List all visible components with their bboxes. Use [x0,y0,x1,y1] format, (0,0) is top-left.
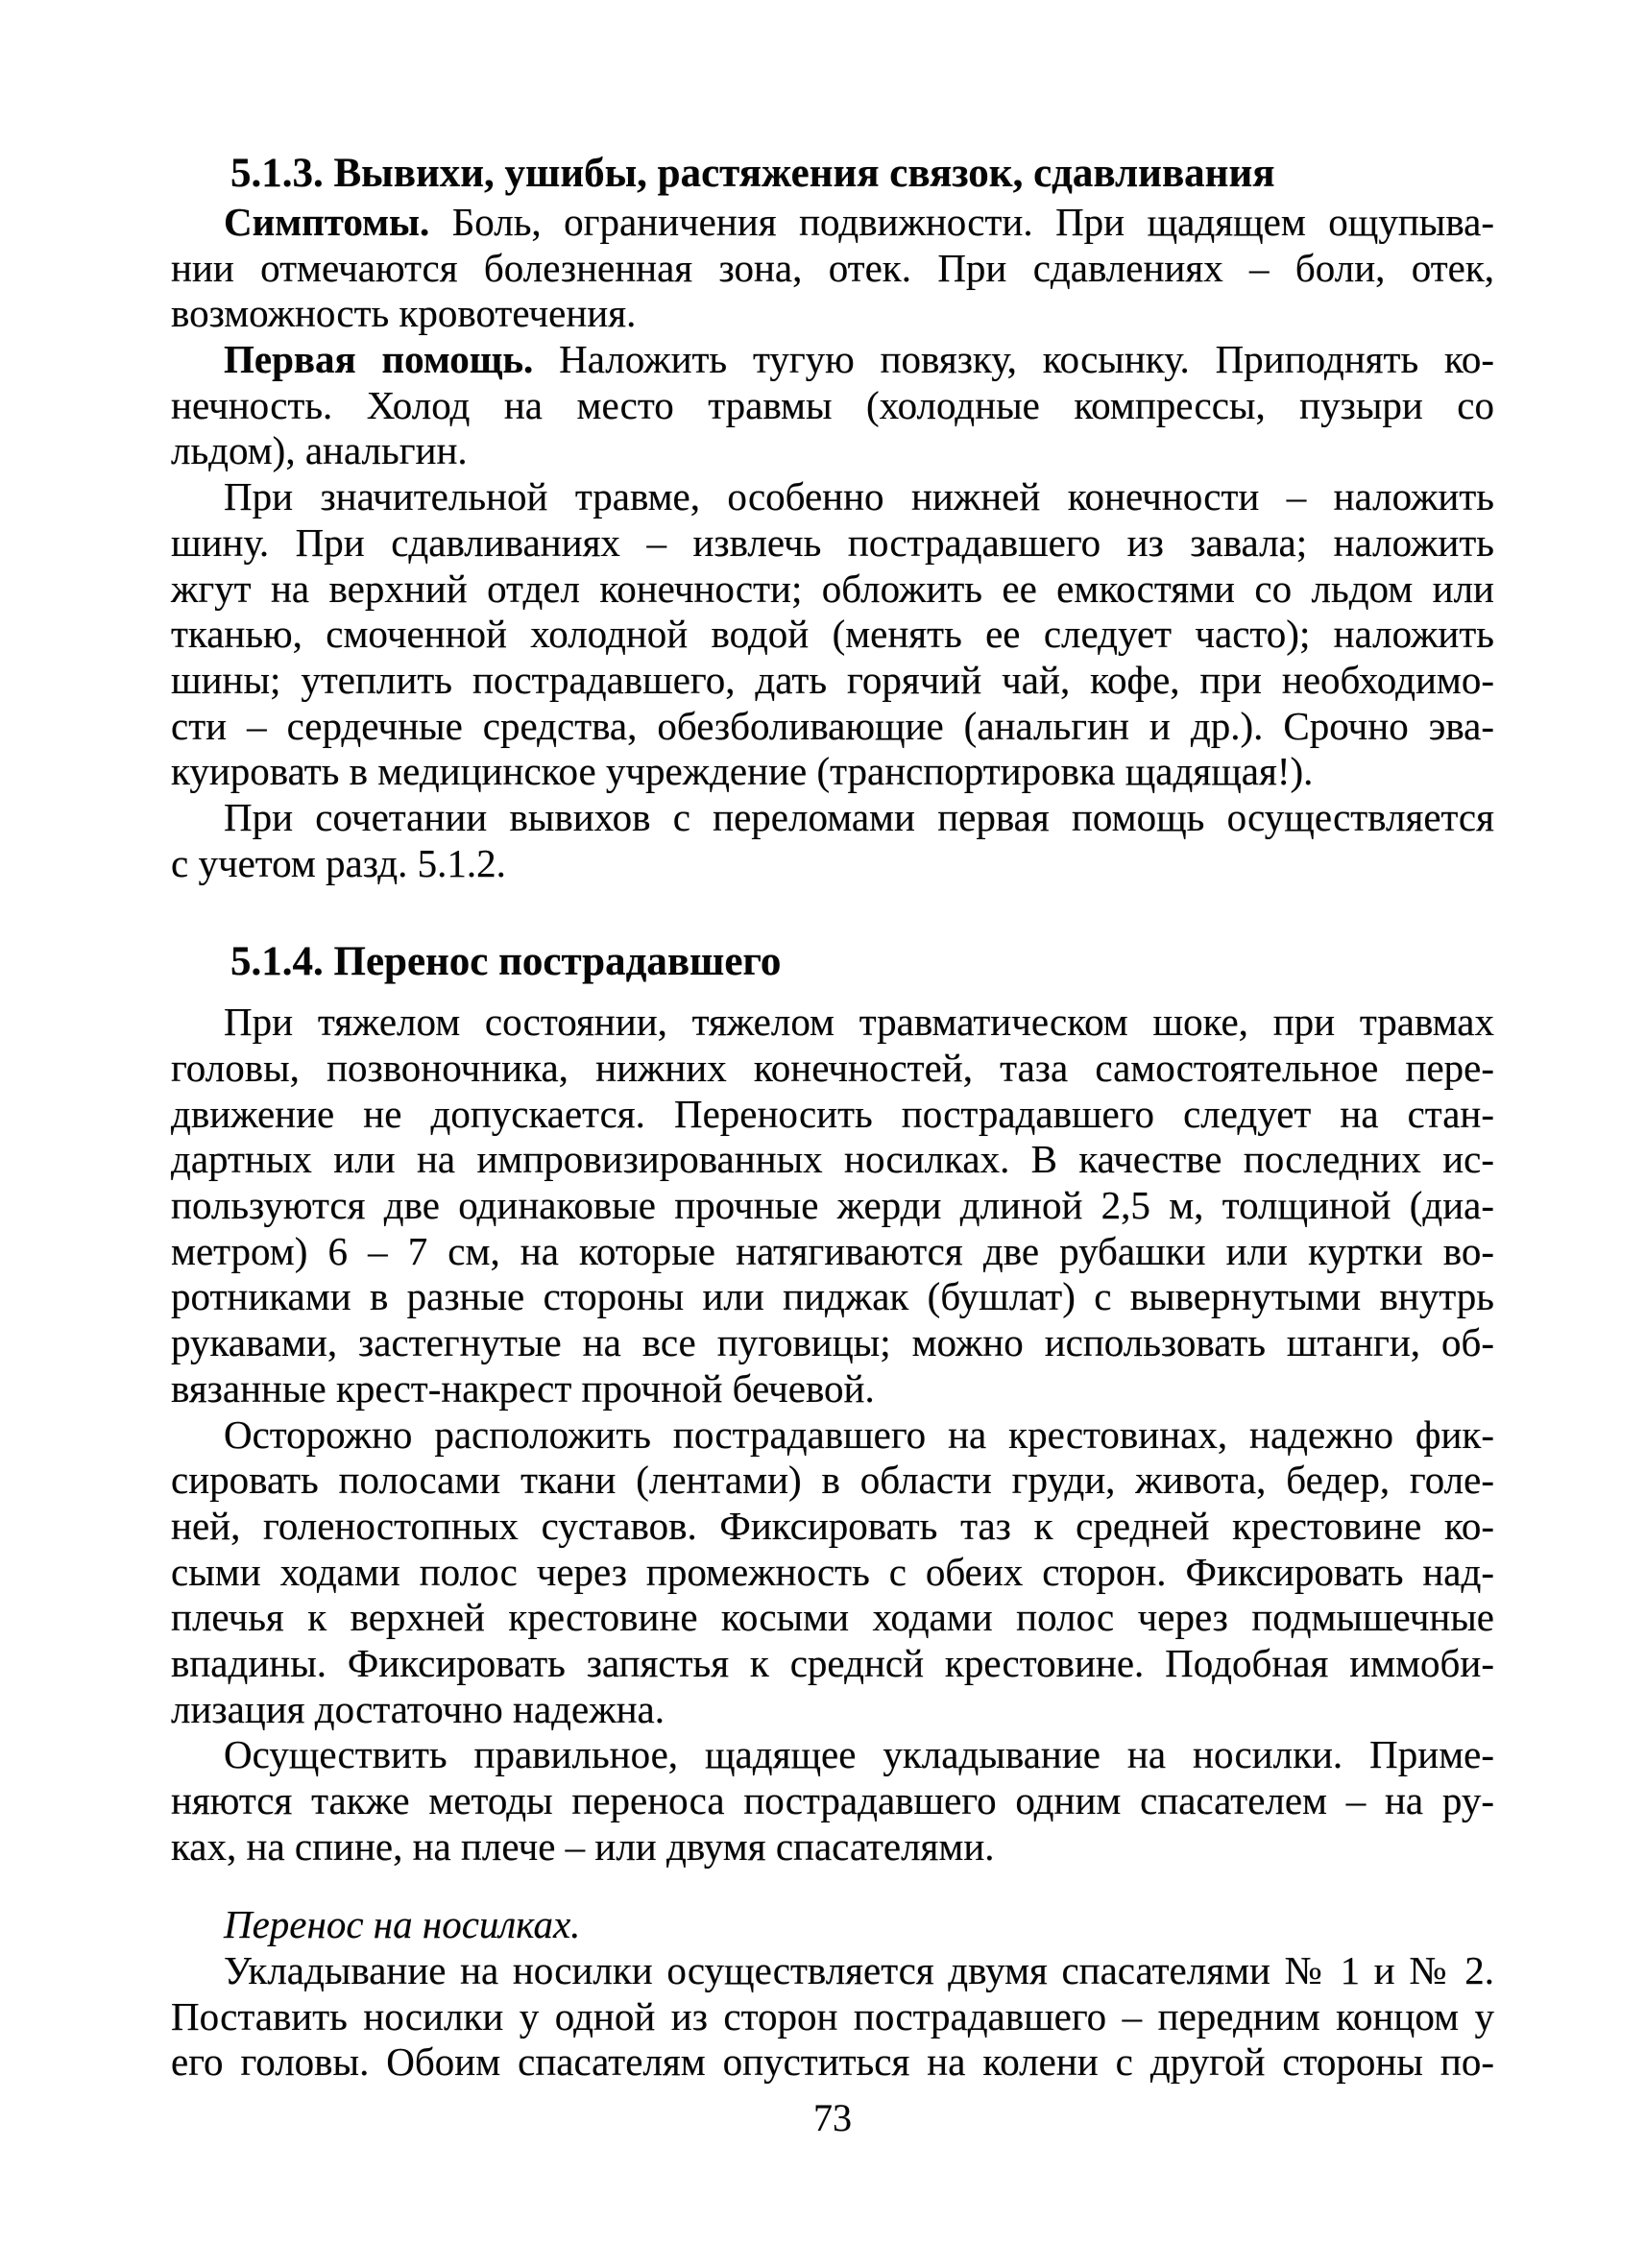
text-line: лизация достаточно надежна. [171,1686,665,1731]
text-line: шину. При сдавливаниях – извлечь пострадавшего из завала; наложить [171,519,1494,565]
text-line: дартных или на импровизированных носилках. В качестве последних ис- [171,1137,1494,1182]
text-line: При значительной травме, особенно нижней конечности – наложить [224,474,1494,519]
text-line: головы, позвоночника, нижних конечностей, таза самостоятельное пере- [171,1046,1494,1090]
text-line: шины; утеплить пострадавшего, дать горячий чай, кофе, при необходимо- [171,657,1494,702]
text-line: рукавами, застегнутые на все пуговицы; можно использовать штанги, об- [171,1320,1494,1365]
text-line: возможность кровотечения. [171,291,637,336]
text-line: метром) 6 – 7 см, на которые натягиваются две рубашки или куртки во- [171,1228,1494,1273]
text-line: впадины. Фиксировать запястья к среднсй крестовине. Подобная иммоби- [171,1640,1494,1685]
text-line: вязанные крест-накрест прочной бечевой. [171,1365,875,1411]
document-text [171,147,1494,2141]
text-line: пользуются две одинаковые прочные жерди длиной 2,5 м, толщиной (диа- [171,1183,1494,1228]
text-line: куировать в медицинское учреждение (транспортировка щадящая!). [171,749,1314,794]
text-line: нечность. Холод на место травмы (холодные компрессы, пузыри со [171,382,1494,427]
text-line: сировать полосами ткани (лентами) в области груди, живота, бедер, голе- [171,1458,1494,1503]
text-line: льдом), анальгин. [171,428,468,473]
text-line: жгут на верхний отдел конечности; обложить ее емкостями со льдом или [171,566,1494,611]
text-line: Первая помощь. Наложить тугую повязку, косынку. Приподнять ко- [224,337,1494,382]
text-line: Симптомы. Боль, ограничения подвижности. При щадящем ощупыва- [224,200,1494,244]
text-line: движение не допускается. Переносить пострадавшего следует на стан- [171,1091,1494,1136]
paragraph-lead: Симптомы. [224,200,430,244]
text-line: ках, на спине, на плече – или двумя спасателями. [171,1823,995,1869]
text-line: его головы. Обоим спасателям опуститься на колени с другой стороны по- [171,2039,1494,2085]
section-heading: 5.1.4. Перенос пострадавшего [230,939,782,985]
text-line: с учетом разд. 5.1.2. [171,840,506,885]
text-line: ней, голеностопных суставов. Фиксировать таз к средней крестовине ко- [171,1503,1494,1548]
text-line: Укладывание на носилки осуществляется двумя спасателями № 1 и № 2. [224,1948,1494,1993]
text-line: Поставить носилки у одной из сторон пострадавшего – передним концом у [171,1993,1494,2039]
text-line: Осторожно расположить пострадавшего на крестовинах, надежно фик- [224,1411,1494,1457]
text-line: сти – сердечные средства, обезболивающие (анальгин и др.). Срочно эва- [171,703,1494,748]
text-line: ротниками в разные стороны или пиджак (бушлат) с вывернутыми внутрь [171,1274,1494,1319]
paragraph-lead: Первая помощь. [224,337,534,382]
section-heading: 5.1.3. Вывихи, ушибы, растяжения связок, сдавливания [230,151,1275,196]
text-line: няются также методы переноса пострадавшего одним спасателем – на ру- [171,1778,1494,1822]
text-line: При сочетании вывихов с переломами первая помощь осуществляется [224,794,1494,839]
page-number: 73 [813,2096,852,2140]
text-line: плечья к верхней крестовине косыми ходами полос через подмышечные [171,1595,1494,1640]
subheading-italic: Перенос на носилках. [224,1902,581,1947]
text-line: Осуществить правильное, щадящее укладывание на носилки. Приме- [224,1732,1494,1777]
text-line: нии отмечаются болезненная зона, отек. При сдавлениях – боли, отек, [171,245,1494,290]
text-line: тканью, смоченной холодной водой (менять ее следует часто); наложить [171,612,1494,657]
text-line: При тяжелом состоянии, тяжелом травматическом шоке, при травмах [224,1000,1494,1045]
text-line: сыми ходами полос через промежность с обеих сторон. Фиксировать над- [171,1549,1494,1594]
